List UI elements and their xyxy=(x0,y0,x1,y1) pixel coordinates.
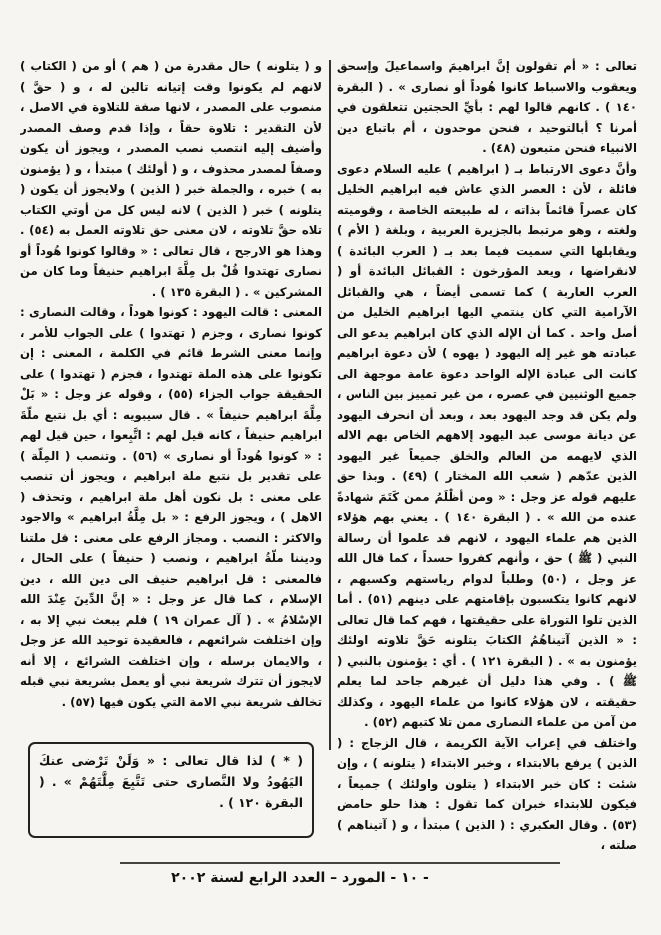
quran-verse-box: ( * ) لذا قال تعالى : « وَلَنْ تَرْضى عنكَ اليَهُودُ ولا النَّصارى حتى تَتَّبِعَ مِلَّتَهُمْ » . ( البقرة ١٢٠ ) . xyxy=(28,742,314,838)
paragraph: واختلف في إعراب الآية الكريمة ، قال الزجاج : ( الذين ) يرفع بالابتداء ، وخبر الابتداء ( يتلونه ) ، وإن شئت : كان خبر الابتداء ( يتلون واولئك ) جميعاً ، فيكون للابتداء خبران كما تقول : هذا حلو حامض (٥٣) . وقال العكبري : ( الذين ) مبتدأ ، و ( آتيناهم ) صلته ، xyxy=(337,735,637,852)
footer-divider xyxy=(120,862,560,864)
right-text-column xyxy=(337,56,637,856)
paragraph: تعالى : « أم تقولون إنَّ ابراهيمَ واسماعيلَ وإسحق ويعقوب والاسباط كانوا هُوداً أو نصارى » . ( البقرة ١٤٠ ) . كانهم قالوا لهم : بأيِّ الحجتين تتعلقون في أمرنا ؟ أبالتوحيد ، فنحن موحدون ، أم باتباع دين الانبياء فنحن متبعون (٤٨) . xyxy=(337,59,637,155)
paragraph: و ( يتلونه ) حال مقدرة من ( هم ) أو من ( الكتاب ) لانهم لم يكونوا وقت إتيانه تالين له ، و ( حقَّ ) منصوب على المصدر ، لانها صفة للتلاوة في الاصل ، لأن التقدير : تلاوة حقاً ، وإذا قدم وصف المصدر وأضيف إليه انتصب نصب المصدر ، ويجوز أن يكون وصفاً لمصدر محذوف ، و ( أولئك ) مبتدأ ، و ( يؤمنون به ) خبره ، والجملة خبر ( الذين ) ولايجوز أن يكون ( يتلونه ) خبر ( الذين ) لانه ليس كل من أوتي الكتاب تلاه حقَّ تلاوته ، لان معنى حق تلاوته العمل به (٥٤) . وهذا هو الارجح ، قال تعالى : « وقالوا كونوا هُوداً أو نصارى تهتدوا قُلْ بل مِلَّةَ ابراهيم حنيفاً وما كان من المشركين » . ( البقرة ١٣٥ ) . xyxy=(20,59,322,299)
page-footer xyxy=(150,870,450,886)
paragraph: المعنى : قالت اليهود : كونوا هوداً ، وقالت النصارى : كونوا نصارى ، وجزم ( تهتدوا ) على الجواب للأمر ، وإنما معنى الشرط قائم في الكلمة ، المعنى : إن تكونوا على هذه الملة تهتدوا ، فجزم ( تهتدوا ) على الحقيقة جواب الجزاء (٥٥) ، وقوله عز وجل : « بَلْ مِلَّةَ ابراهيم حنيفاً » . قال سيبويه : أي بل نتبع ملّةَ ابراهيم حنيفاً ، كانه قيل لهم : اتَّبِعوا ، حين قيل لهم : « كونوا هُوداً أو نصارى » (٥٦) . وتنصب ( المِلّة ) على تقدير بل نتبع ملة ابراهيم ، ويجوز أن تنصب على معنى : بل نكون أهل ملة ابراهيم ، وتحذف ( الاهل ) ، ويجوز الرفع : « بل مِلَّةُ ابراهيم » والاجود والاكثر : النصب . ومجاز الرفع على معنى : قل ملتنا وديننا ملّةُ ابراهيم ، ونصب ( حنيفاً ) على الحال ، فالمعنى : قل ابراهيم حنيف الى دين الله ، دين الإسلام ، كما قال عز وجل : « إنَّ الدِّينَ عِنْدَ الله الإسْلامُ » . ( آل عمران ١٩ ) فلم يبعث نبي إلا به ، وإن اختلفت شرائعهم ، فالعقيدة توحيد الله عز وجل ، والايمان برسله ، وإن اختلفت الشرائع ، إلا أنه لايجوز أن تترك شريعة نبي أو يعمل بشريعة نبي قبله تخالف شريعة نبي الامة التي يكون فيها (٥٧) . xyxy=(20,305,322,709)
paragraph: وأنَّ دعوى الارتباط بـ ( ابراهيم ) عليه السلام دعوى فائلة ، لأن : العصر الذي عاش فيه ابراهيم الخليل كان عصراً قائماً بذاته ، له طبيعته الخاصة ، وقوميته ولغته ، وهو مرتبط بالجزيرة العربية ، وبلغة ( الأم ) ويقابلها التي سميت فيما بعد بـ ( العرب البائدة ) لانقراضها ، ويعد المؤرخون : القبائل البائدة أو ( العرب العاربة ) كما تسمى أيضاً ، هي والقبائل الآرامية التي كان ينتمي اليها ابراهيم الخليل من أصل واحد . كما أن الإله الذي كان ابراهيم يدعو الى عبادته هو غير إله اليهود ( يهوه ) لأن دعوة ابراهيم كانت الى عبادة الإله الواحد دعوة عامة موجهة الى جميع الوثنيين في عصره ، من غير تمييز بين الناس ، ولم يكن قد وجد اليهود بعد ، وبعد أن انحرف اليهود عن ديانة موسى عبد اليهود إلاههم الخاص بهم الاله الذي لايهمه من العالم والخلق جميعاً غير اليهود الذين عدّهم ( شعب الله المختار ) (٤٩) . وبذا حق عليهم قوله عز وجل : « ومن أظْلَمُ ممن كَتَمَ شهادةً عنده من الله » . ( البقرة ١٤٠ ) . يعني بهم هؤلاء الذين هم علماء اليهود ، لانهم قد علموا أن رسالة النبي ( ﷺ ) حق ، وأنهم كفروا حسداً ، كما قال الله عز وجل ، (٥٠) وطلباً لدوام رياستهم وكسبهم ، لانهم كانوا يتكسبون بإقامتهم على دينهم (٥١) . أما الذين تلوا التوراة على حقيقتها ، فهم كما قال تعالى : « الذين آتيناهُمُ الكتابَ يتلونه حَقَّ تلاوته اولئك يؤمنون به » . ( البقرة ١٢١ ) . أي : يؤمنون بالنبي ( ﷺ ) . وفي هذا دليل أن غيرهم جاحد لما يعلم حقيقته ، لان هؤلاء كانوا من علماء اليهود ، وكذلك من آمن من علماء النصارى ممن تلا كتبهم (٥٢) . xyxy=(337,161,637,729)
column-divider xyxy=(329,60,331,750)
journal-name: المورد xyxy=(342,870,386,886)
issue-label: العدد الرابع لسنة ٢٠٠٢ xyxy=(171,870,326,886)
page-number: - ١٠ - xyxy=(390,870,429,886)
left-text-column xyxy=(20,56,322,856)
separator: – xyxy=(325,870,338,886)
